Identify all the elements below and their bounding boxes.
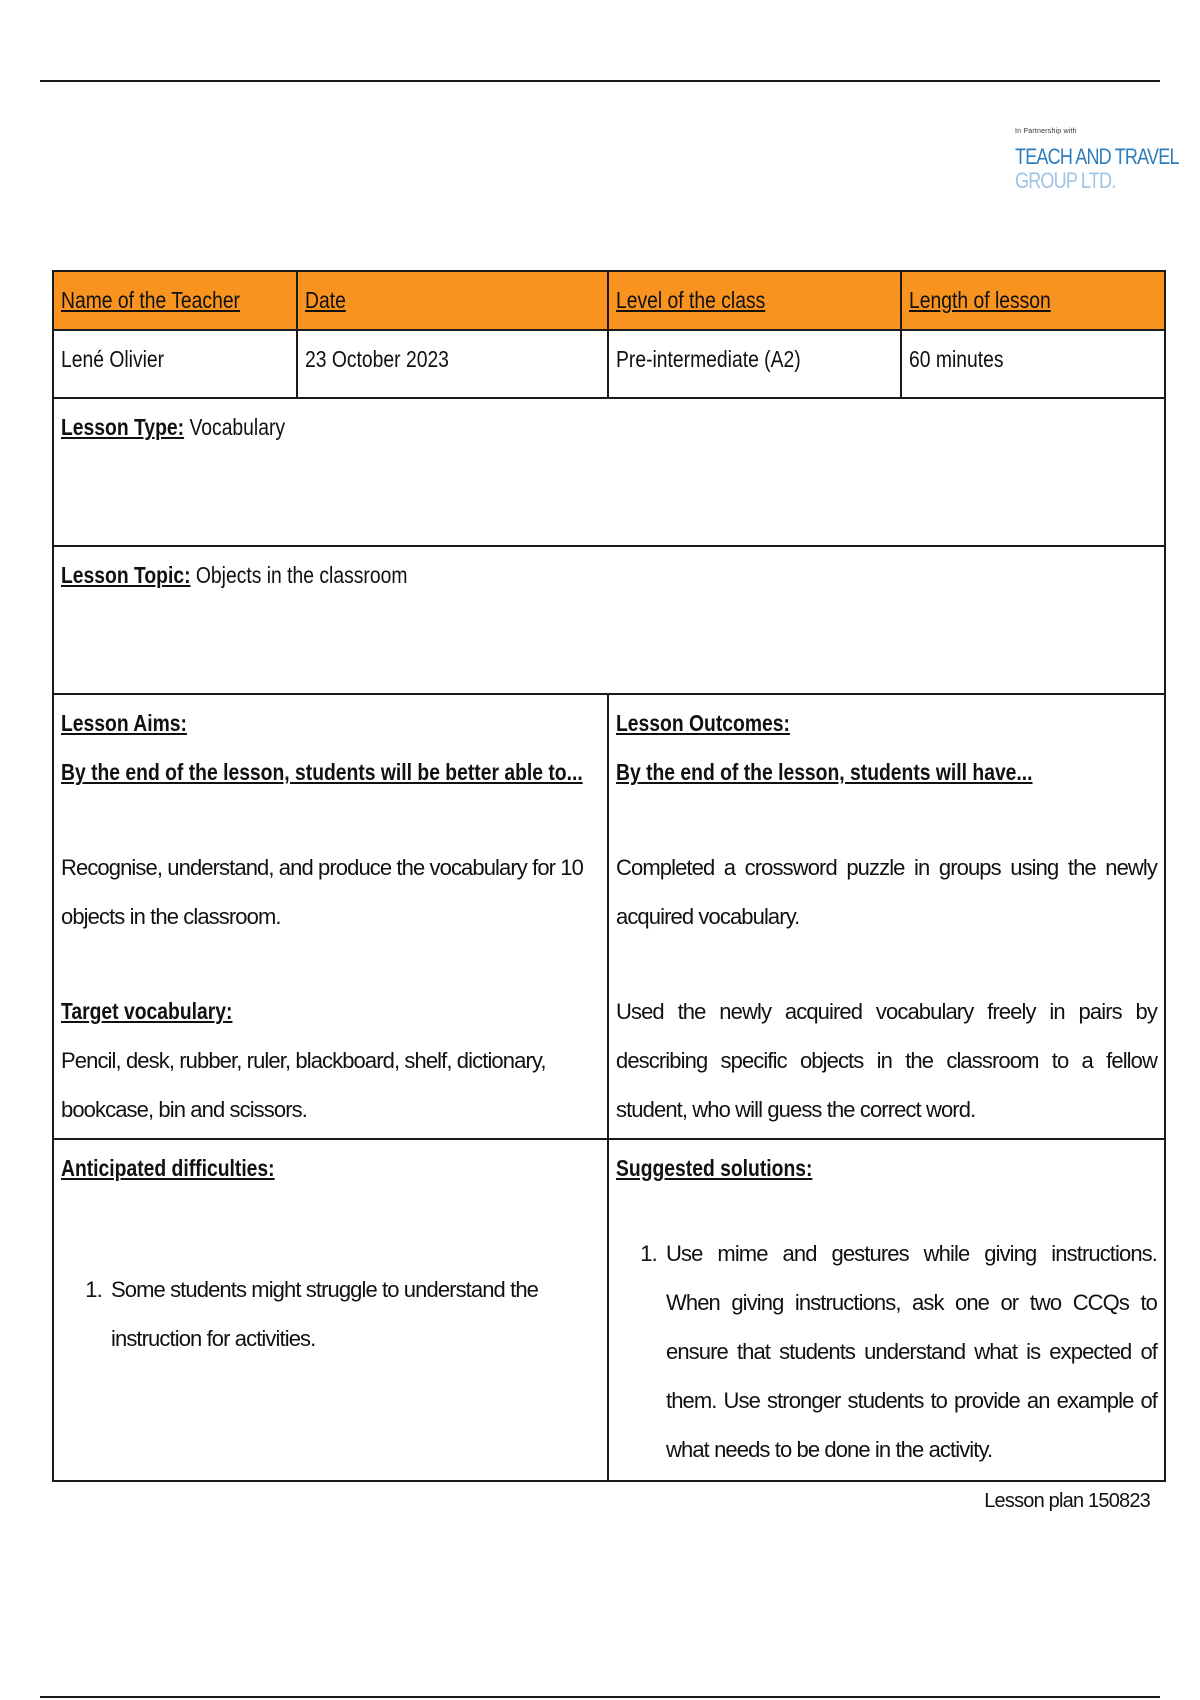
lesson-topic-row bbox=[53, 546, 1165, 694]
partner-logo bbox=[1015, 128, 1179, 193]
footer-reference: Lesson plan 150823 bbox=[984, 1490, 1150, 1512]
lesson-topic-value: Objects in the classroom bbox=[190, 562, 408, 588]
class-level: Pre-intermediate (A2) bbox=[616, 346, 801, 372]
outcome-item-2: Used the newly acquired vocabulary freely in pairs by describing specific objects in the classroom to a fellow student, who will guess the correct word. bbox=[616, 999, 1157, 1122]
lesson-type-value: Vocabulary bbox=[184, 414, 286, 440]
difficulties-heading: Anticipated difficulties: bbox=[61, 1155, 275, 1181]
difficulties-solutions-row bbox=[53, 1139, 1165, 1481]
target-vocabulary-label: Target vocabulary: bbox=[61, 998, 233, 1024]
brand-name-line1: TEACH AND TRAVEL bbox=[1015, 144, 1179, 169]
solutions-cell bbox=[608, 1139, 1165, 1481]
difficulties-list bbox=[61, 1265, 600, 1363]
solutions-list bbox=[616, 1229, 1157, 1474]
solution-item: 1. Use mime and gestures while giving instructions. When giving instructions, ask one or two CCQs to ensure that students understand what is expected of them. Use stronger students to provide an example of what needs to be done in the activity. bbox=[662, 1229, 1157, 1474]
info-row bbox=[53, 330, 1165, 398]
aims-text: Recognise, understand, and produce the vocabulary for 10 objects in the classroom. bbox=[61, 855, 583, 929]
aims-subheading: By the end of the lesson, students will be better able to... bbox=[61, 759, 583, 785]
lesson-topic-label: Lesson Topic: bbox=[61, 562, 191, 588]
length-header: Length of lesson bbox=[901, 271, 1165, 330]
teacher-name: Lené Olivier bbox=[61, 346, 165, 372]
lesson-date: 23 October 2023 bbox=[305, 346, 449, 372]
brand-name-line2: GROUP LTD. bbox=[1015, 168, 1116, 193]
level-cell bbox=[608, 330, 901, 398]
lesson-type-cell bbox=[53, 398, 1165, 546]
lesson-aims-cell bbox=[53, 694, 608, 1139]
aims-heading: Lesson Aims: bbox=[61, 710, 187, 736]
teacher-header: Name of the Teacher bbox=[53, 271, 297, 330]
lesson-length: 60 minutes bbox=[909, 346, 1004, 372]
teacher-cell bbox=[53, 330, 297, 398]
solutions-heading: Suggested solutions: bbox=[616, 1155, 813, 1181]
outcomes-subheading: By the end of the lesson, students will have... bbox=[616, 759, 1033, 785]
difficulties-cell bbox=[53, 1139, 608, 1481]
difficulty-item: 1. Some students might struggle to understand the instruction for activities. bbox=[107, 1265, 600, 1363]
header-row bbox=[53, 271, 1165, 330]
date-cell bbox=[297, 330, 608, 398]
bottom-divider bbox=[40, 1696, 1160, 1698]
lesson-type-label: Lesson Type: bbox=[61, 414, 185, 440]
lesson-topic-cell bbox=[53, 546, 1165, 694]
outcome-item-1: Completed a crossword puzzle in groups using the newly acquired vocabulary. bbox=[616, 855, 1157, 929]
top-divider bbox=[40, 80, 1160, 82]
partner-tagline: In Partnership with bbox=[1015, 128, 1077, 135]
lesson-type-row bbox=[53, 398, 1165, 546]
level-header: Level of the class bbox=[608, 271, 901, 330]
lesson-plan-table bbox=[52, 270, 1166, 1482]
target-vocabulary-text: Pencil, desk, rubber, ruler, blackboard, shelf, dictionary, bookcase, bin and scissors. bbox=[61, 1048, 546, 1122]
length-cell bbox=[901, 330, 1165, 398]
lesson-outcomes-cell bbox=[608, 694, 1165, 1139]
date-header: Date bbox=[297, 271, 608, 330]
aims-outcomes-row bbox=[53, 694, 1165, 1139]
outcomes-heading: Lesson Outcomes: bbox=[616, 710, 790, 736]
